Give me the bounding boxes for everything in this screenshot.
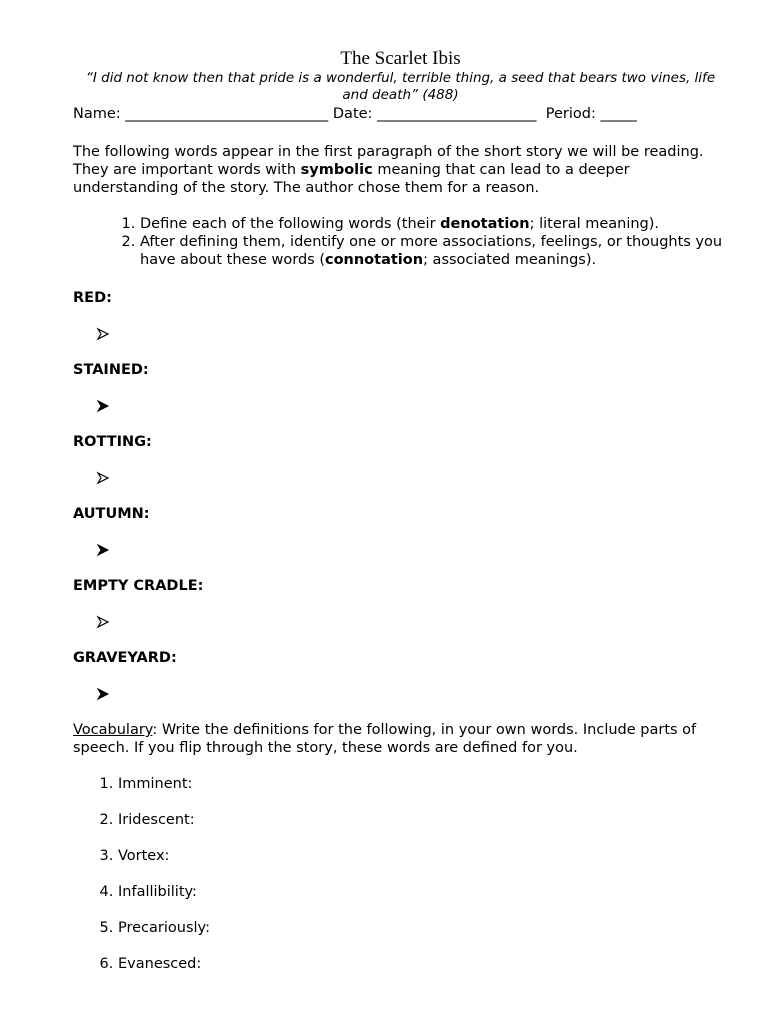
epigraph-quote: “I did not know then that pride is a wonderful, terrible thing, a seed that bears two vines, life and death” (488) [85, 70, 716, 103]
arrowhead-bullet-icon [96, 399, 110, 413]
arrowhead-bullet-icon [96, 687, 110, 701]
term-label: STAINED: [73, 362, 149, 378]
name-blank[interactable]: ____________________________ [125, 106, 329, 122]
instruction-item [140, 233, 728, 269]
period-blank[interactable]: _____ [600, 106, 637, 122]
term-answer-bullet[interactable] [96, 613, 728, 631]
name-label: Name: [73, 106, 121, 122]
intro-text-1: The following words appear in the first paragraph of the short story we will be reading. They are important words with [73, 144, 704, 178]
arrowhead-bullet-icon [96, 327, 110, 341]
instruction-bold: connotation [324, 252, 424, 268]
vocab-item[interactable]: 5. Precariously: [118, 919, 728, 937]
vocabulary-instructions [73, 721, 728, 757]
vocab-item[interactable]: 3. Vortex: [118, 847, 728, 865]
instruction-text: ; associated meanings). [423, 252, 597, 268]
term-label: ROTTING: [73, 434, 152, 450]
term-label: AUTUMN: [73, 506, 150, 522]
arrowhead-bullet-icon [96, 471, 110, 485]
date-label: Date: [332, 106, 373, 122]
instruction-list [73, 215, 728, 269]
instruction-text: After defining them, identify one or more associations, feelings, or thoughts you have about these words ( [140, 234, 723, 268]
term-answer-bullet[interactable] [96, 541, 728, 559]
vocabulary-heading: Vocabulary [73, 722, 153, 738]
vocab-item[interactable]: 1. Imminent: [118, 775, 728, 793]
vocabulary-list [73, 775, 728, 973]
arrowhead-bullet-icon [96, 615, 110, 629]
term-answer-bullet[interactable] [96, 397, 728, 415]
period-label: Period: [545, 106, 596, 122]
student-info-line [73, 105, 728, 123]
symbolic-terms-section [73, 289, 728, 703]
instruction-text: Define each of the following words (their [140, 216, 441, 232]
term-answer-bullet[interactable] [96, 469, 728, 487]
term-label: GRAVEYARD: [73, 650, 177, 666]
date-blank[interactable]: ______________________ [377, 106, 537, 122]
term-answer-bullet[interactable] [96, 325, 728, 343]
page-title: The Scarlet Ibis [340, 48, 461, 69]
vocab-item[interactable]: 2. Iridescent: [118, 811, 728, 829]
worksheet-page [73, 48, 728, 991]
intro-text-2: meaning that can lead to a deeper understanding of the story. The author chose them for a reason. [73, 162, 630, 196]
vocabulary-text: : Write the definitions for the following, in your own words. Include parts of speech. If you flip through the story, these words are defined for you. [73, 722, 697, 756]
vocab-item[interactable]: 4. Infallibility: [118, 883, 728, 901]
arrowhead-bullet-icon [96, 543, 110, 557]
vocab-item[interactable]: 6. Evanesced: [118, 955, 728, 973]
term-label: RED: [73, 290, 112, 306]
intro-bold: symbolic [300, 162, 373, 178]
term-label: EMPTY CRADLE: [73, 578, 204, 594]
term-answer-bullet[interactable] [96, 685, 728, 703]
instruction-text: ; literal meaning). [529, 216, 660, 232]
instruction-item [140, 215, 728, 233]
intro-paragraph [73, 143, 728, 197]
instruction-bold: denotation [440, 216, 530, 232]
